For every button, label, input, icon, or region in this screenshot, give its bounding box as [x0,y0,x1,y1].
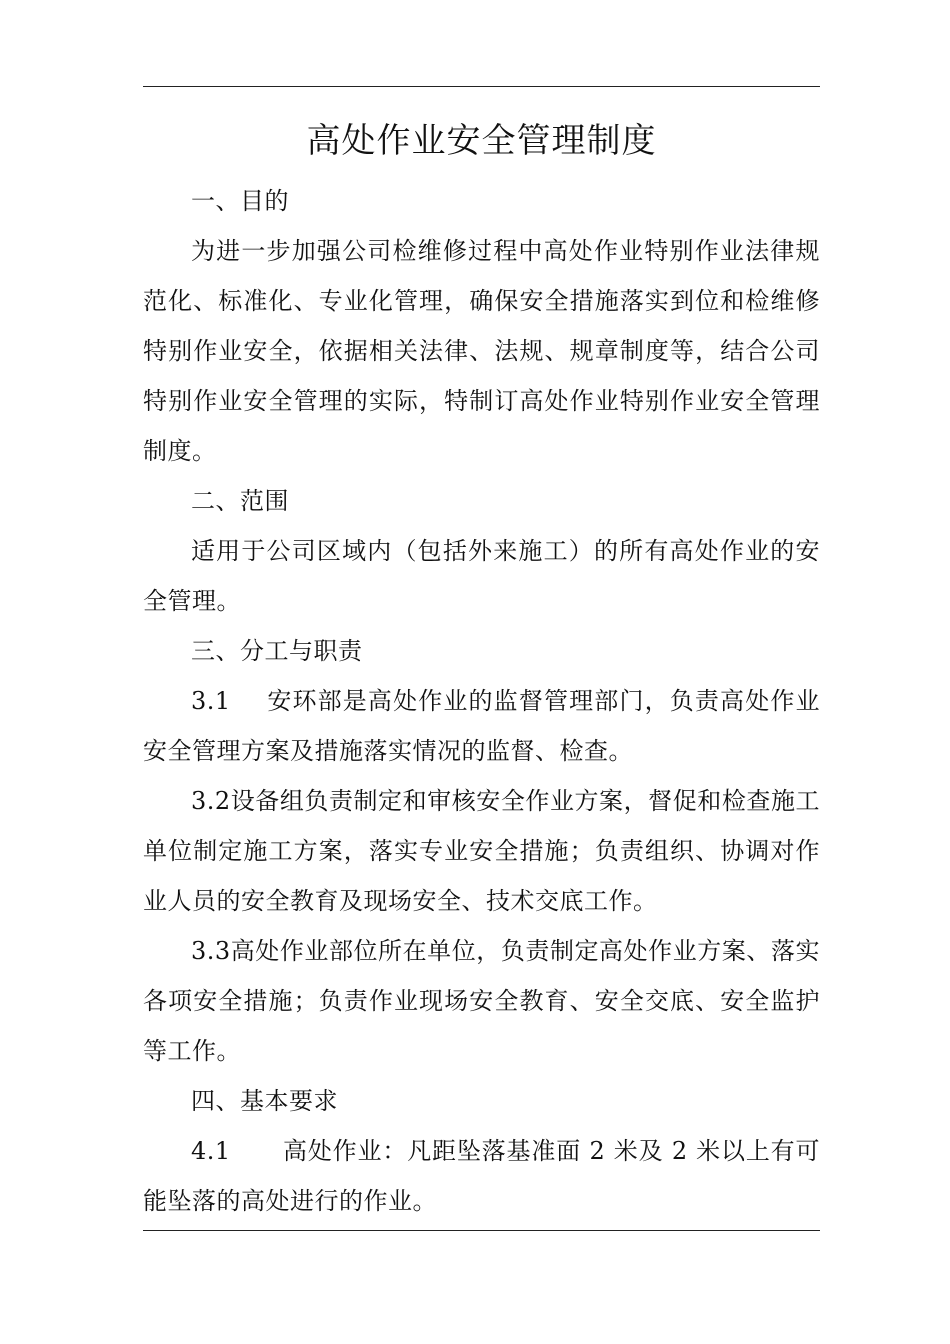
duty-item-number: 3.1 [191,687,231,715]
requirement-item-text: 高处作业：凡距坠落基准面 2 米及 2 米以上有可能坠落的高处进行的作业。 [143,1137,820,1215]
section-text-scope: 适用于公司区域内（包括外来施工）的所有高处作业的安全管理。 [143,537,820,615]
document-body [143,176,820,1226]
footer-rule [143,1230,820,1231]
header-rule [143,86,820,87]
section-heading-purpose: 一、目的 [191,187,289,215]
requirement-item-number: 4.1 [191,1137,231,1165]
section-heading-duties: 三、分工与职责 [191,637,363,665]
requirement-item [143,1126,820,1226]
document-title: 高处作业安全管理制度 [306,121,657,161]
duty-item [143,676,820,776]
duty-item-text: 安环部是高处作业的监督管理部门，负责高处作业安全管理方案及措施落实情况的监督、检查。 [143,687,820,765]
section-heading-scope: 二、范围 [191,487,289,515]
duty-item-text: 高处作业部位所在单位，负责制定高处作业方案、落实各项安全措施；负责作业现场安全教育、安全交底、安全监护等工作。 [143,937,820,1065]
duty-item-number: 3.3 [191,937,231,965]
duty-item-number: 3.2 [191,787,231,815]
section-heading-requirements: 四、基本要求 [191,1087,338,1115]
section-text-purpose: 为进一步加强公司检维修过程中高处作业特别作业法律规范化、标准化、专业化管理，确保安全措施落实到位和检维修特别作业安全，依据相关法律、法规、规章制度等，结合公司特别作业安全管理的实际，特制订高处作业特别作业安全管理制度。 [143,237,820,465]
duty-item-text: 设备组负责制定和审核安全作业方案，督促和检查施工单位制定施工方案，落实专业安全措施；负责组织、协调对作业人员的安全教育及现场安全、技术交底工作。 [143,787,820,915]
duty-item [143,776,820,926]
duty-item [143,926,820,1076]
